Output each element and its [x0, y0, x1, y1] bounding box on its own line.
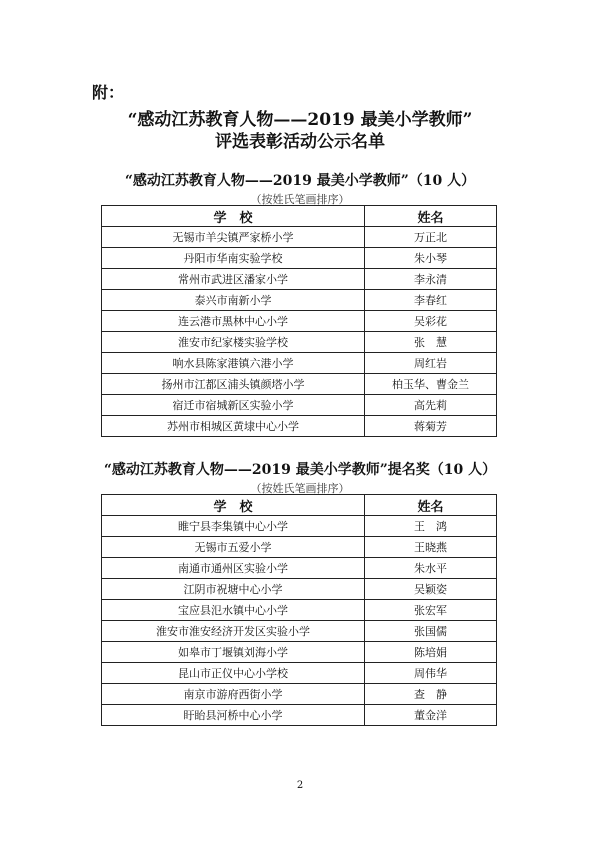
table-row — [102, 395, 497, 416]
teacher-name-cell: 张 慧 — [364, 332, 496, 353]
teacher-name-cell: 陈培娟 — [364, 642, 496, 663]
school-cell: 连云港市黑林中心小学 — [102, 311, 365, 332]
school-cell: 响水县陈家港镇六港小学 — [102, 353, 365, 374]
teacher-name-cell: 张国儒 — [364, 621, 496, 642]
school-cell: 苏州市相城区黄埭中心小学 — [102, 416, 365, 437]
table-row — [102, 663, 497, 684]
table-row — [102, 227, 497, 248]
teacher-name-cell: 周红岩 — [364, 353, 496, 374]
school-cell: 扬州市江都区浦头镇颜塔小学 — [102, 374, 365, 395]
school-cell: 宝应县氾水镇中心小学 — [102, 600, 365, 621]
school-cell: 常州市武进区潘家小学 — [102, 269, 365, 290]
school-cell: 如皋市丁堰镇刘海小学 — [102, 642, 365, 663]
teacher-name-cell: 李永清 — [364, 269, 496, 290]
teacher-name-cell: 朱小琴 — [364, 248, 496, 269]
school-cell: 无锡市五爱小学 — [102, 537, 365, 558]
table-header-row — [102, 495, 497, 516]
school-cell: 淮安市纪家楼实验学校 — [102, 332, 365, 353]
page-number: 2 — [296, 780, 304, 791]
document-subtitle: 评选表彰活动公示名单 — [215, 132, 385, 152]
teacher-name-cell: 董金洋 — [364, 705, 496, 726]
table-row — [102, 537, 497, 558]
table-row — [102, 269, 497, 290]
school-cell: 泰兴市南新小学 — [102, 290, 365, 311]
document-title: “感动江苏教育人物——2019 最美小学教师” — [127, 110, 473, 130]
section-title: “感动江苏教育人物——2019 最美小学教师”提名奖（10 人） — [103, 462, 497, 478]
table-row — [102, 516, 497, 537]
teacher-name-cell: 吴颖姿 — [364, 579, 496, 600]
school-cell: 盱眙县河桥中心小学 — [102, 705, 365, 726]
teacher-name-cell: 高先莉 — [364, 395, 496, 416]
teacher-name-cell: 蒋菊芳 — [364, 416, 496, 437]
teacher-name-cell: 王晓燕 — [364, 537, 496, 558]
table-row — [102, 705, 497, 726]
table-row — [102, 248, 497, 269]
table-row — [102, 579, 497, 600]
column-header-school: 学 校 — [102, 206, 365, 227]
column-header-name: 姓名 — [364, 495, 496, 516]
school-cell: 淮安市淮安经济开发区实验小学 — [102, 621, 365, 642]
school-cell: 江阴市祝塘中心小学 — [102, 579, 365, 600]
teacher-name-cell: 吴彩花 — [364, 311, 496, 332]
table-row — [102, 374, 497, 395]
school-cell: 昆山市正仪中心小学校 — [102, 663, 365, 684]
table-row — [102, 621, 497, 642]
teacher-name-cell: 柏玉华、曹金兰 — [364, 374, 496, 395]
table-header-row — [102, 206, 497, 227]
school-cell: 宿迁市宿城新区实验小学 — [102, 395, 365, 416]
column-header-school: 学 校 — [102, 495, 365, 516]
teacher-name-cell: 朱水平 — [364, 558, 496, 579]
school-cell: 无锡市羊尖镇严家桥小学 — [102, 227, 365, 248]
teacher-name-cell: 张宏军 — [364, 600, 496, 621]
nominee-table — [101, 494, 497, 726]
table-row — [102, 290, 497, 311]
section-note: （按姓氏笔画排序） — [250, 482, 350, 495]
table-row — [102, 558, 497, 579]
teacher-name-cell: 查 静 — [364, 684, 496, 705]
table-row — [102, 684, 497, 705]
teacher-name-cell: 万正北 — [364, 227, 496, 248]
table-row — [102, 353, 497, 374]
table-row — [102, 416, 497, 437]
school-cell: 丹阳市华南实验学校 — [102, 248, 365, 269]
table-row — [102, 642, 497, 663]
table-row — [102, 600, 497, 621]
teacher-name-cell: 王 鸿 — [364, 516, 496, 537]
section-title: “感动江苏教育人物——2019 最美小学教师”（10 人） — [124, 173, 476, 189]
table-row — [102, 332, 497, 353]
awardee-table — [101, 205, 497, 437]
section-note: （按姓氏笔画排序） — [250, 193, 350, 206]
school-cell: 南通市通州区实验小学 — [102, 558, 365, 579]
school-cell: 睢宁县李集镇中心小学 — [102, 516, 365, 537]
attachment-label: 附： — [92, 83, 125, 102]
teacher-name-cell: 李春红 — [364, 290, 496, 311]
teacher-name-cell: 周伟华 — [364, 663, 496, 684]
school-cell: 南京市游府西街小学 — [102, 684, 365, 705]
table-row — [102, 311, 497, 332]
column-header-name: 姓名 — [364, 206, 496, 227]
